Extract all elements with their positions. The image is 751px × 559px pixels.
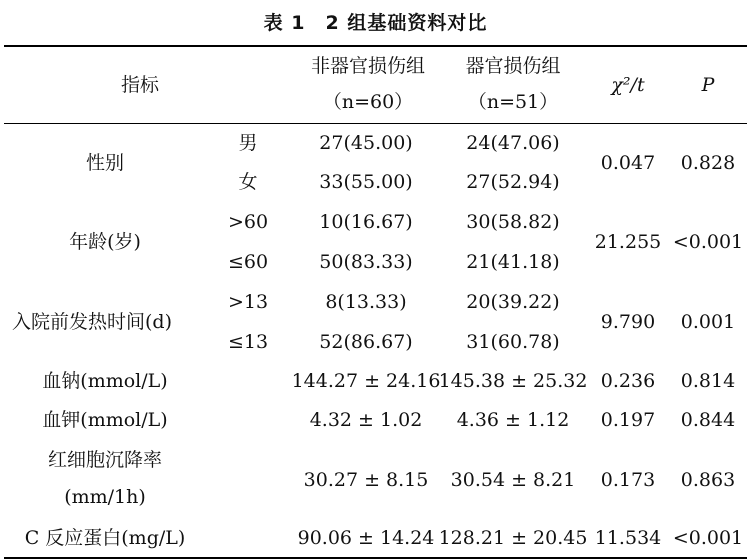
- header-group2-n: （n=51）: [467, 91, 559, 113]
- header-rule: [4, 123, 747, 124]
- row-label-sex: 性别: [85, 152, 125, 174]
- row-sub: 女: [238, 171, 258, 193]
- row-sub: 男: [238, 132, 258, 154]
- row-stat-value: 21.255: [594, 231, 662, 253]
- row-p-value: 0.828: [680, 152, 736, 174]
- row-group1-value: 10(16.67): [319, 211, 413, 233]
- row-group1-value: 4.32 ± 1.02: [309, 409, 423, 431]
- row-stat-value: 0.173: [600, 469, 656, 491]
- header-p: P: [701, 74, 715, 96]
- row-sub: >60: [227, 211, 269, 233]
- row-p-value: 0.814: [680, 370, 736, 392]
- row-p-value: 0.001: [680, 311, 736, 333]
- row-group2-value: 24(47.06): [466, 132, 560, 154]
- row-group2-value: 30(58.82): [466, 211, 560, 233]
- row-group2-value: 145.38 ± 25.32: [438, 370, 588, 392]
- row-group2-value: 128.21 ± 20.45: [438, 527, 588, 549]
- row-stat-value: 0.236: [600, 370, 656, 392]
- row-group1-value: 8(13.33): [325, 291, 407, 313]
- header-group1-name: 非器官损伤组: [310, 55, 426, 77]
- row-p-value: <0.001: [672, 527, 744, 549]
- row-group1-value: 52(86.67): [319, 331, 413, 353]
- row-group2-value: 30.54 ± 8.21: [450, 469, 576, 491]
- header-indicator: 指标: [120, 74, 160, 96]
- row-group2-value: 21(41.18): [466, 251, 560, 273]
- row-stat-value: 9.790: [600, 311, 656, 333]
- row-sub: ≤13: [227, 331, 269, 353]
- row-label-crp: C 反应蛋白(mg/L): [24, 527, 186, 549]
- row-label-esr-unit: (mm/1h): [64, 486, 146, 508]
- row-stat-value: 0.197: [600, 409, 656, 431]
- row-label-esr: 红细胞沉降率: [47, 449, 163, 471]
- row-label-potassium: 血钾(mmol/L): [42, 409, 168, 431]
- row-group2-value: 4.36 ± 1.12: [456, 409, 570, 431]
- row-group1-value: 50(83.33): [319, 251, 413, 273]
- row-group2-value: 31(60.78): [466, 331, 560, 353]
- header-group2-name: 器官损伤组: [465, 55, 561, 77]
- row-sub: ≤60: [227, 251, 269, 273]
- row-group1-value: 90.06 ± 14.24: [297, 527, 435, 549]
- row-group1-value: 144.27 ± 24.16: [291, 370, 441, 392]
- header-group1-n: （n=60）: [322, 91, 414, 113]
- table-title: 表 1 2 组基础资料对比: [263, 12, 488, 34]
- header-stat: χ²/t: [611, 74, 645, 96]
- row-p-value: 0.844: [680, 409, 736, 431]
- row-group1-value: 33(55.00): [319, 171, 413, 193]
- row-p-value: <0.001: [672, 231, 744, 253]
- row-stat-value: 11.534: [594, 527, 662, 549]
- row-sub: >13: [227, 291, 269, 313]
- row-stat-value: 0.047: [600, 152, 656, 174]
- row-group2-value: 27(52.94): [466, 171, 560, 193]
- top-rule: [4, 45, 747, 47]
- row-label-sodium: 血钠(mmol/L): [42, 370, 168, 392]
- row-label-fever-duration: 入院前发热时间(d): [12, 311, 172, 333]
- row-group2-value: 20(39.22): [466, 291, 560, 313]
- row-group1-value: 30.27 ± 8.15: [303, 469, 429, 491]
- row-label-age: 年龄(岁): [69, 231, 141, 253]
- row-group1-value: 27(45.00): [319, 132, 413, 154]
- row-p-value: 0.863: [680, 469, 736, 491]
